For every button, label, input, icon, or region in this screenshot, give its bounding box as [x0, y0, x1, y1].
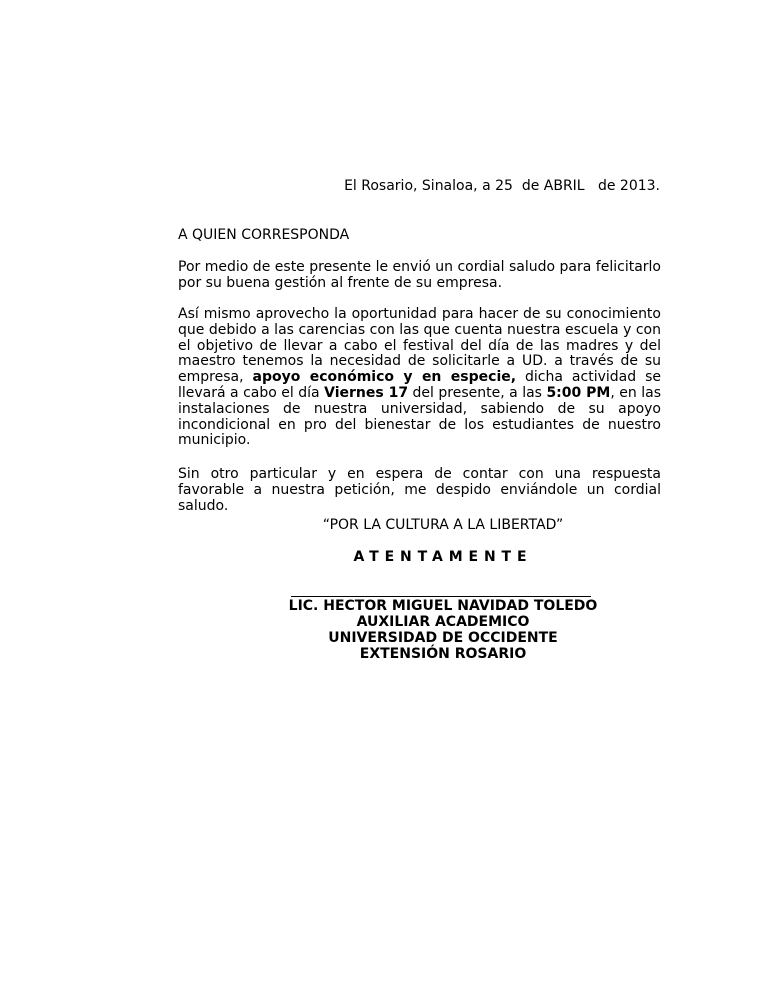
paragraph-request-text-3: del presente, a las	[408, 384, 547, 401]
addressee: A QUIEN CORRESPONDA	[178, 227, 350, 243]
paragraph-request-bold-day: Viernes 17	[324, 384, 409, 401]
paragraph-closing: Sin otro particular y en espera de contar con una respuesta favorable a nuestra petición, me despido enviándole un cordial saludo.	[178, 466, 661, 514]
paragraph-request	[178, 307, 661, 449]
paragraph-greeting: Por medio de este presente le envió un cordial saludo para felicitarlo por su buena gestión al frente de su empresa.	[178, 259, 661, 291]
paragraph-request-text-4: , en las instalaciones de nuestra universidad, sabiendo de su apoyo incondicional en pro del bienestar de los estudiantes de nuestro municipio.	[178, 384, 661, 449]
paragraph-request-bold-time: 5:00 PM	[546, 384, 611, 401]
signer-name: LIC. HECTOR MIGUEL NAVIDAD TOLEDO	[288, 598, 598, 614]
paragraph-request-text-2: dicha actividad se llevará a cabo el día	[178, 369, 661, 401]
paragraph-request-bold-support: apoyo económico y en especie,	[252, 369, 517, 386]
signer-title: AUXILIAR ACADEMICO	[356, 614, 530, 630]
motto: “POR LA CULTURA A LA LIBERTAD”	[322, 517, 564, 533]
closing-word: ATENTAMENTE	[353, 549, 533, 565]
signature-line	[291, 596, 591, 597]
signer-campus: EXTENSIÓN ROSARIO	[359, 646, 527, 662]
paragraph-request-text-1: Así mismo aprovecho la oportunidad para hacer de su conocimiento que debido a las carencias con las que cuenta nuestra escuela y con el objetivo de llevar a cabo el festival del día de las madres y del maestro tenemos la necesidad de solicitarle a UD. a través de su empresa,	[178, 306, 661, 386]
date-line: El Rosario, Sinaloa, a 25 de ABRIL de 2013.	[344, 178, 660, 194]
signature-block	[178, 598, 708, 662]
signer-institution: UNIVERSIDAD DE OCCIDENTE	[328, 630, 558, 646]
